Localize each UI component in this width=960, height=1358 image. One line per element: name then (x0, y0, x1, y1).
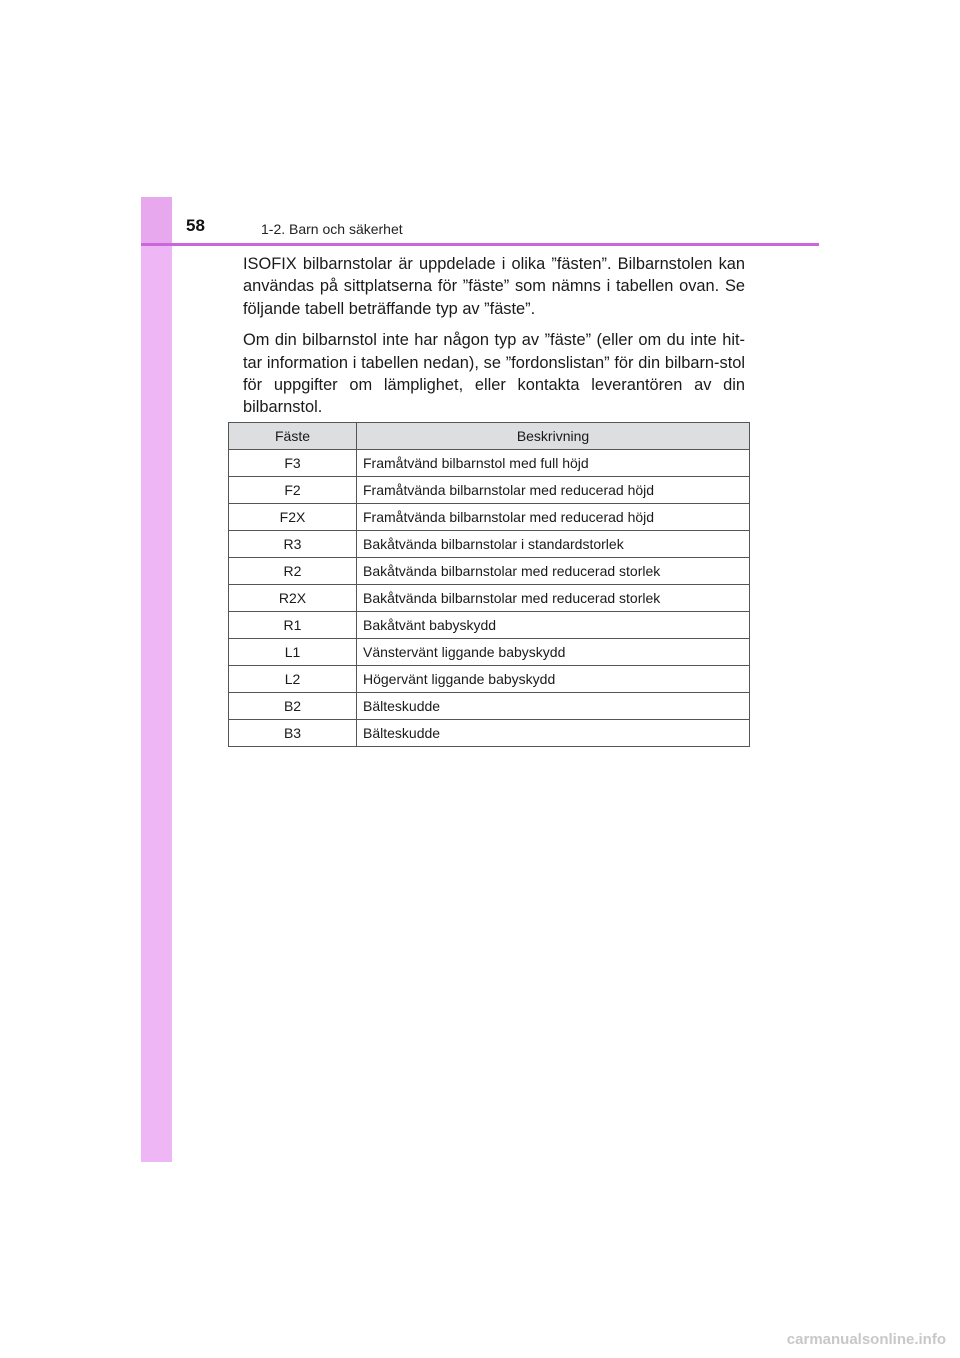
table-row (229, 504, 750, 531)
faste-table (228, 422, 750, 747)
faste-description: Bakåtvända bilbarnstolar med reducerad storlek (357, 585, 750, 612)
faste-description: Bakåtvända bilbarnstolar med reducerad storlek (357, 558, 750, 585)
table-row (229, 477, 750, 504)
faste-code: B3 (229, 720, 357, 747)
table-row (229, 720, 750, 747)
section-title: 1-2. Barn och säkerhet (261, 221, 403, 237)
paragraph-2: Om din bilbarnstol inte har någon typ av ”fäste” (eller om du inte hit-tar information i tabellen nedan), se ”fordonslistan” för din bilbarn-stol för uppgifter om lämplighet, eller kontakta leverantören av din bilbarnstol. (243, 331, 745, 417)
faste-description: Bälteskudde (357, 693, 750, 720)
faste-code: F2 (229, 477, 357, 504)
page-number: 58 (186, 216, 205, 235)
table-row (229, 558, 750, 585)
faste-description: Vänstervänt liggande babyskydd (357, 639, 750, 666)
faste-code: F3 (229, 450, 357, 477)
side-tab (141, 197, 172, 1162)
faste-description: Framåtvända bilbarnstolar med reducerad höjd (357, 477, 750, 504)
faste-code: R3 (229, 531, 357, 558)
faste-code: R2X (229, 585, 357, 612)
faste-code: B2 (229, 693, 357, 720)
faste-code: L1 (229, 639, 357, 666)
header-band (141, 197, 172, 244)
table-header-row (229, 423, 750, 450)
table-row (229, 531, 750, 558)
faste-description: Bälteskudde (357, 720, 750, 747)
faste-description: Bakåtvänt babyskydd (357, 612, 750, 639)
faste-code: R2 (229, 558, 357, 585)
faste-description: Bakåtvända bilbarnstolar i standardstorlek (357, 531, 750, 558)
faste-description: Framåtvänd bilbarnstol med full höjd (357, 450, 750, 477)
table-row (229, 585, 750, 612)
table-row (229, 612, 750, 639)
body-text (243, 253, 745, 428)
faste-description: Framåtvända bilbarnstolar med reducerad höjd (357, 504, 750, 531)
faste-description: Högervänt liggande babyskydd (357, 666, 750, 693)
paragraph-1: ISOFIX bilbarnstolar är uppdelade i olika ”fästen”. Bilbarnstolen kan användas på sittplatserna för ”fäste” som nämns i tabellen ovan. Se följande tabell beträffande typ av ”fäste”. (243, 255, 745, 318)
faste-code: L2 (229, 666, 357, 693)
table-row (229, 666, 750, 693)
table-row (229, 639, 750, 666)
watermark: carmanualsonline.info (786, 1331, 946, 1348)
table-row (229, 450, 750, 477)
column-header-beskrivning: Beskrivning (357, 423, 750, 450)
header-rule (141, 243, 819, 246)
column-header-faste: Fäste (229, 423, 357, 450)
faste-code: R1 (229, 612, 357, 639)
faste-code: F2X (229, 504, 357, 531)
table-row (229, 693, 750, 720)
